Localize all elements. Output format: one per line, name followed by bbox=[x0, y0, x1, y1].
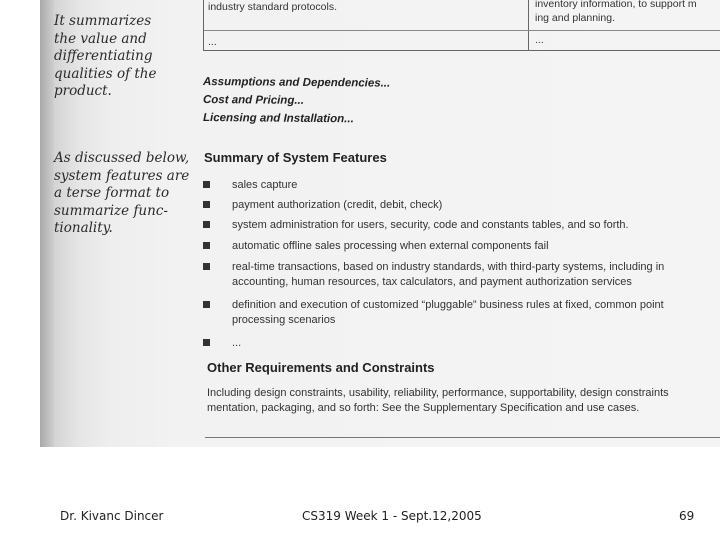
feature-item bbox=[203, 336, 720, 351]
table-ellipsis-left: ... bbox=[208, 36, 217, 48]
feature-text: real-time transactions, based on industry standards, with third-party systems, including in accounting, human resources, tax calculators, and payment authorization services bbox=[232, 261, 665, 288]
feature-item bbox=[203, 218, 720, 233]
bullet-icon bbox=[203, 221, 210, 228]
subsection-licensing: Licensing and Installation... bbox=[202, 112, 354, 126]
margin-note-summary: It summarizes the value and differentiating qualities of the product. bbox=[54, 13, 157, 99]
features-heading: Summary of System Features bbox=[204, 150, 387, 165]
feature-item bbox=[203, 198, 720, 213]
other-requirements-heading: Other Requirements and Constraints bbox=[207, 360, 435, 375]
table-cell-left: industry standard protocols. bbox=[208, 1, 337, 13]
scanned-page bbox=[40, 0, 720, 447]
feature-item bbox=[203, 239, 720, 254]
other-requirements-text: Including design constraints, usability, reliability, performance, supportability, design constraints mentation, packaging, and so forth: See the Supplementary Specification and use cases. bbox=[207, 387, 669, 414]
table-row-divider bbox=[204, 30, 720, 31]
bullet-icon bbox=[203, 201, 210, 208]
table-ellipsis-right: ... bbox=[535, 34, 544, 46]
feature-text: ... bbox=[232, 337, 242, 349]
footer-course: CS319 Week 1 - Sept.12,2005 bbox=[302, 509, 482, 523]
feature-text: definition and execution of customized “pluggable” business rules at fixed, common point processing scenarios bbox=[232, 299, 664, 326]
bullet-icon bbox=[203, 263, 210, 270]
feature-text: system administration for users, security, code and constants tables, and so forth. bbox=[232, 219, 629, 231]
bullet-icon bbox=[203, 242, 210, 249]
subsection-cost: Cost and Pricing... bbox=[202, 94, 305, 107]
feature-item bbox=[203, 298, 720, 328]
table-cell-right: inventory information, to support m ing and planning. bbox=[535, 0, 697, 24]
bullet-icon bbox=[203, 339, 210, 346]
feature-item bbox=[203, 260, 720, 290]
subsection-assumptions: Assumptions and Dependencies... bbox=[202, 76, 391, 90]
bullet-icon bbox=[203, 181, 210, 188]
feature-item bbox=[203, 178, 720, 193]
margin-note-features: As discussed below, system features are a terse format to summarize func- tionality. bbox=[54, 150, 190, 236]
footer-author: Dr. Kivanc Dincer bbox=[60, 509, 164, 523]
bullet-icon bbox=[203, 301, 210, 308]
feature-text: automatic offline sales processing when external components fail bbox=[232, 240, 549, 252]
footer-page-number: 69 bbox=[679, 509, 695, 523]
feature-text: sales capture bbox=[232, 179, 298, 191]
table-column-divider bbox=[528, 0, 529, 50]
feature-text: payment authorization (credit, debit, check) bbox=[232, 199, 443, 211]
requirements-table bbox=[203, 0, 720, 51]
section-divider bbox=[205, 437, 720, 438]
